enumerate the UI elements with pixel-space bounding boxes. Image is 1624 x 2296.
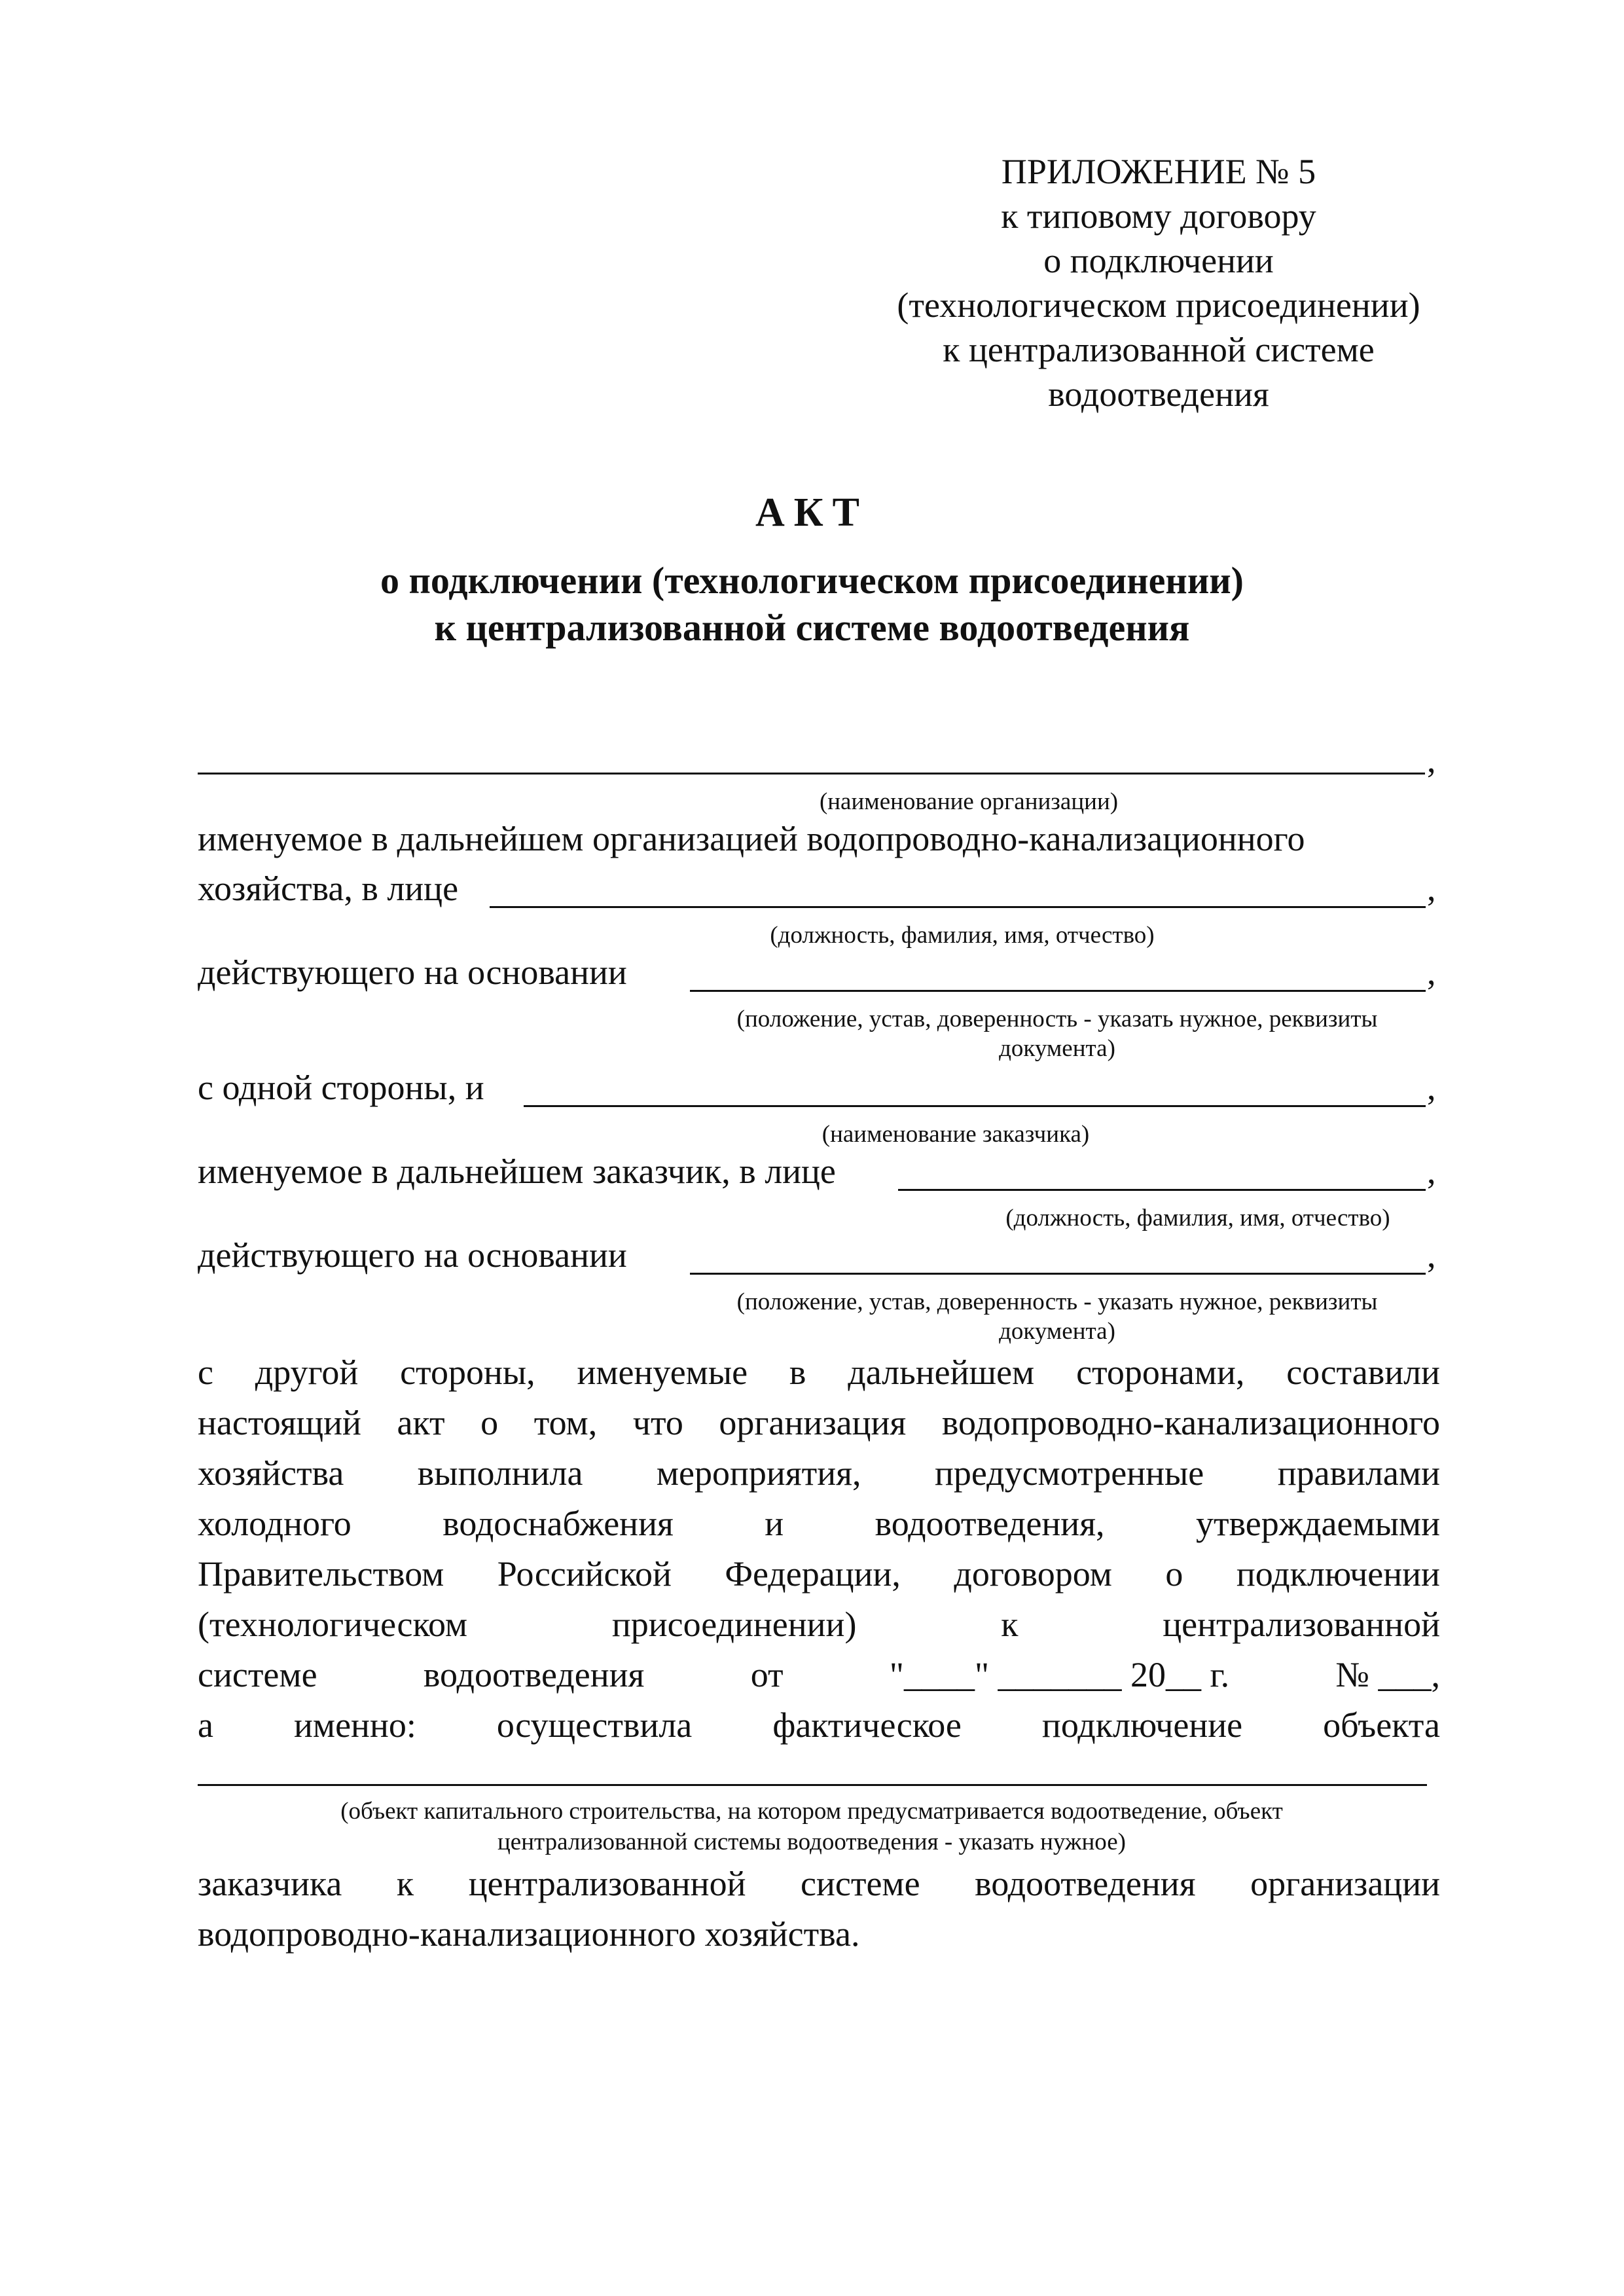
paragraph-word: подключение	[1041, 1705, 1243, 1745]
hint-customer-name: (наименование заказчика)	[821, 1121, 1090, 1148]
paragraph-word: утверждаемыми	[1195, 1504, 1440, 1543]
paragraph-word: водопроводно-канализационного	[941, 1403, 1440, 1442]
paragraph-word: к	[396, 1864, 414, 1903]
paragraph-word: объекта	[1323, 1705, 1440, 1745]
hint-basis: документа)	[999, 1318, 1115, 1345]
paragraph-line	[198, 1705, 1440, 1745]
paragraph-word: выполнила	[417, 1453, 583, 1493]
comma: ,	[1427, 1068, 1436, 1107]
paragraph-word: Федерации,	[725, 1554, 901, 1594]
paragraph-last-line: водопроводно-канализационного хозяйства.	[198, 1914, 860, 1954]
paragraph-word: мероприятия,	[656, 1453, 861, 1493]
paragraph-word: осуществила	[496, 1705, 693, 1745]
paragraph-word: водоотведения,	[875, 1504, 1105, 1543]
organization-basis-field[interactable]	[690, 990, 1426, 992]
paragraph-line	[198, 1863, 1440, 1904]
paragraph-word: № ___,	[1335, 1655, 1440, 1694]
paragraph-word: централизованной	[468, 1864, 746, 1903]
organization-representative-field[interactable]	[490, 906, 1426, 908]
paragraph-word: о	[480, 1403, 499, 1442]
customer-role-label: именуемое в дальнейшем заказчик, в лице	[198, 1152, 836, 1191]
hint-object: (объект капитального строительства, на котором предусматривается водоотведение, объект	[340, 1798, 1283, 1825]
document-subtitle: о подключении (технологическом присоединении)	[380, 559, 1244, 602]
paragraph-word: в	[789, 1353, 806, 1392]
document-title: АКТ	[755, 490, 869, 535]
paragraph-word: водоснабжения	[442, 1504, 674, 1543]
paragraph-word: водоотведения	[975, 1864, 1196, 1903]
paragraph-word: присоединении)	[611, 1605, 857, 1644]
paragraph-word: организации	[1250, 1864, 1440, 1903]
paragraph-word: Российской	[497, 1554, 672, 1594]
paragraph-word: правилами	[1277, 1453, 1440, 1493]
paragraph-word: настоящий	[198, 1403, 361, 1442]
comma: ,	[1427, 740, 1436, 780]
hint-person: (должность, фамилия, имя, отчество)	[1005, 1205, 1390, 1231]
paragraph-word: организация	[719, 1403, 907, 1442]
hint-person: (должность, фамилия, имя, отчество)	[770, 922, 1155, 949]
appendix-number: ПРИЛОЖЕНИЕ № 5	[1001, 152, 1316, 191]
paragraph-word: что	[632, 1403, 683, 1442]
comma: ,	[1427, 1152, 1436, 1191]
comma: ,	[1427, 869, 1436, 908]
paragraph-word: фактическое	[772, 1705, 962, 1745]
paragraph-word: дальнейшем	[848, 1353, 1035, 1392]
paragraph-line	[198, 1402, 1440, 1443]
paragraph-word: системе	[198, 1655, 317, 1694]
hint-object: централизованной системы водоотведения - указать нужное)	[497, 1829, 1126, 1855]
appendix-line: к централизованной системе	[943, 330, 1375, 369]
paragraph-line	[198, 1352, 1440, 1393]
paragraph-word: к	[1001, 1605, 1019, 1644]
organization-person-label: хозяйства, в лице	[198, 869, 459, 908]
comma: ,	[1427, 1235, 1436, 1275]
paragraph-word: холодного	[198, 1504, 352, 1543]
paragraph-word: договором	[954, 1554, 1112, 1594]
paragraph-word: заказчика	[198, 1864, 342, 1903]
paragraph-word: том,	[533, 1403, 598, 1442]
paragraph-word: предусмотренные	[934, 1453, 1204, 1493]
paragraph-line	[198, 1604, 1440, 1645]
paragraph-word: а	[198, 1705, 213, 1745]
comma: ,	[1427, 953, 1436, 992]
paragraph-word: подключении	[1236, 1554, 1440, 1594]
basis-label: действующего на основании	[198, 1235, 627, 1275]
basis-label: действующего на основании	[198, 953, 627, 992]
paragraph-line	[198, 1554, 1440, 1594]
paragraph-word: именно:	[294, 1705, 416, 1745]
appendix-line: к типовому договору	[1001, 196, 1316, 236]
paragraph-line-contract-date	[198, 1654, 1440, 1695]
paragraph-word: составили	[1286, 1353, 1440, 1392]
appendix-line: (технологическом присоединении)	[897, 285, 1420, 325]
paragraph-word: "____" _______ 20__ г.	[889, 1655, 1230, 1694]
organization-role-text: именуемое в дальнейшем организацией водопроводно-канализационного	[198, 819, 1305, 858]
organization-name-field[interactable]	[198, 773, 1425, 774]
paragraph-word: именуемые	[577, 1353, 748, 1392]
paragraph-word: водоотведения	[423, 1655, 645, 1694]
hint-organization-name: (наименование организации)	[819, 788, 1119, 815]
appendix-line: о подключении	[1043, 241, 1274, 280]
paragraph-word: Правительством	[198, 1554, 444, 1594]
paragraph-word: системе	[801, 1864, 920, 1903]
hint-basis: документа)	[999, 1035, 1115, 1062]
paragraph-word: с	[198, 1353, 213, 1392]
one-side-label: с одной стороны, и	[198, 1068, 484, 1107]
paragraph-word: и	[765, 1504, 784, 1543]
paragraph-word: другой	[255, 1353, 359, 1392]
paragraph-word: сторонами,	[1076, 1353, 1245, 1392]
hint-basis: (положение, устав, доверенность - указать нужное, реквизиты	[736, 1288, 1378, 1315]
paragraph-word: централизованной	[1163, 1605, 1440, 1644]
appendix-line: водоотведения	[1048, 374, 1269, 414]
paragraph-word: от	[750, 1655, 784, 1694]
paragraph-line	[198, 1453, 1440, 1493]
customer-representative-field[interactable]	[898, 1189, 1426, 1191]
customer-name-field[interactable]	[524, 1105, 1426, 1107]
hint-basis: (положение, устав, доверенность - указать нужное, реквизиты	[736, 1006, 1378, 1032]
paragraph-word: акт	[397, 1403, 445, 1442]
paragraph-word: (технологическом	[198, 1605, 468, 1644]
appendix-header	[831, 149, 1486, 416]
paragraph-word: хозяйства	[198, 1453, 344, 1493]
document-subtitle: к централизованной системе водоотведения	[434, 606, 1190, 649]
paragraph-word: о	[1165, 1554, 1183, 1594]
paragraph-line	[198, 1503, 1440, 1544]
customer-basis-field[interactable]	[690, 1273, 1426, 1275]
paragraph-word: стороны,	[400, 1353, 535, 1392]
connected-object-field[interactable]	[198, 1784, 1427, 1786]
